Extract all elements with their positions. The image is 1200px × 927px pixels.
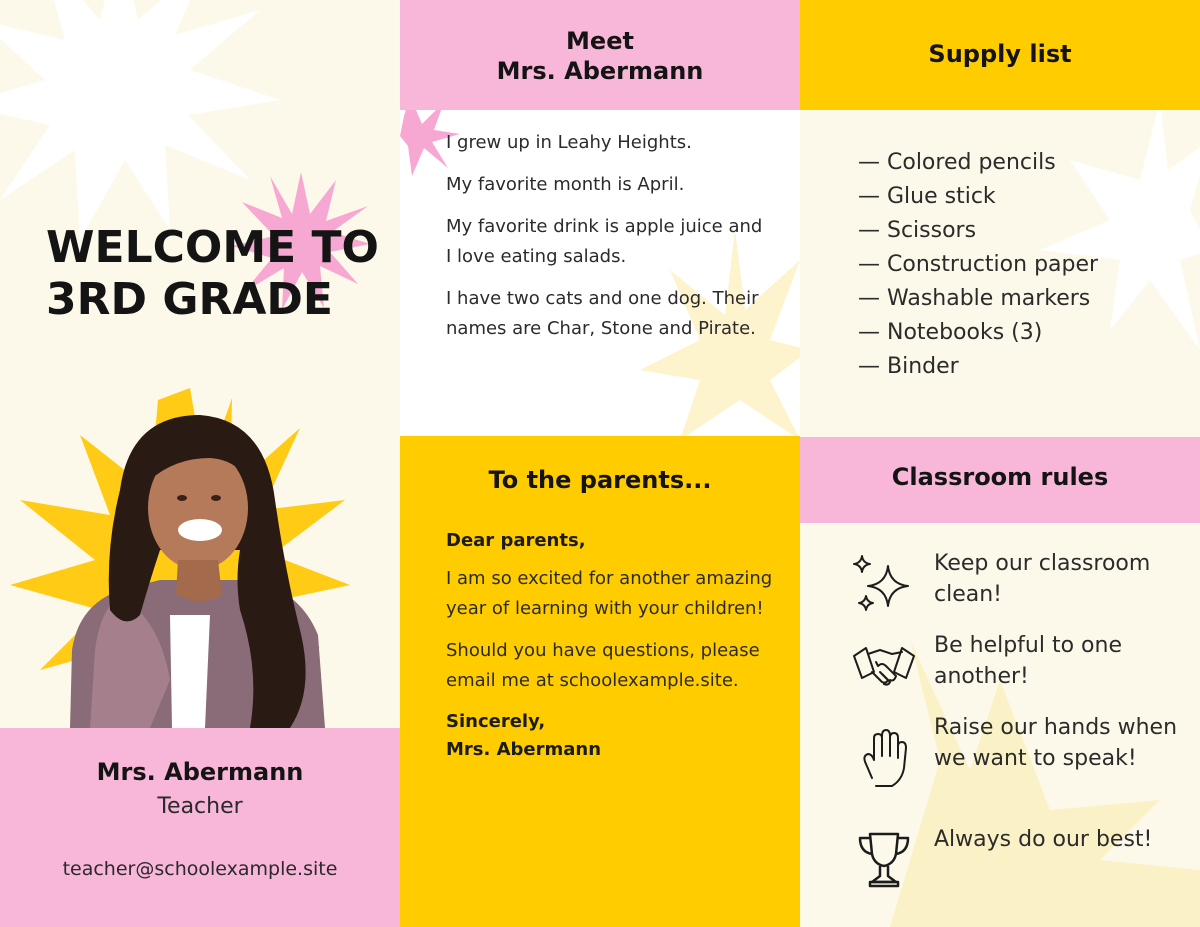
supply-list (858, 146, 1098, 384)
raised-hand-icon (852, 728, 916, 788)
teacher-photo (0, 380, 400, 728)
supply-title: Supply list (928, 40, 1072, 68)
welcome-panel (0, 0, 400, 927)
supply-item: — Binder (858, 354, 959, 379)
bio-paragraph: My favorite month is April. (446, 174, 685, 195)
rule-text: Raise our hands when we want to speak! (934, 715, 1178, 771)
rules-list (852, 548, 1192, 906)
middle-panel (400, 0, 800, 927)
rule-text: Be helpful to one another! (934, 633, 1122, 689)
bio-paragraph: I have two cats and one dog. Their names are Char, Stone and Pirate. (446, 288, 759, 339)
rule-item (852, 824, 1192, 906)
letter-greeting: Dear parents, (446, 530, 586, 551)
letter-signoff (446, 708, 776, 764)
sparkle-icon (852, 554, 916, 614)
supply-item: — Colored pencils (858, 150, 1056, 175)
supply-item: — Scissors (858, 218, 977, 243)
letter-signature: Mrs. Abermann (446, 739, 602, 760)
teacher-photo-illustration (0, 380, 400, 728)
parents-letter (446, 526, 776, 764)
letter-paragraph: I am so excited for another amazing year of learning with your children! (446, 568, 773, 619)
meet-header (400, 0, 800, 110)
headline-line-1: WELCOME TO (46, 222, 379, 273)
letter-closing: Sincerely, (446, 711, 546, 732)
rule-item (852, 548, 1192, 630)
right-panel (800, 0, 1200, 927)
headline-line-2: 3RD GRADE (46, 274, 333, 325)
letter-paragraph: Should you have questions, please email me at schoolexample.site. (446, 640, 760, 691)
rule-text: Always do our best! (934, 827, 1153, 852)
rule-text: Keep our classroom clean! (934, 551, 1151, 607)
meet-title-line-1: Meet (566, 27, 634, 55)
bio-text (446, 128, 766, 356)
welcome-headline (46, 222, 379, 326)
rules-title: Classroom rules (891, 463, 1109, 491)
meet-title-line-2: Mrs. Abermann (496, 57, 704, 85)
bio-paragraph: I grew up in Leahy Heights. (446, 132, 692, 153)
meet-section (400, 0, 800, 436)
supply-item: — Notebooks (3) (858, 320, 1043, 345)
parents-section (400, 436, 800, 927)
rule-item (852, 630, 1192, 712)
teacher-email[interactable]: teacher@schoolexample.site (62, 858, 338, 880)
supply-header (800, 0, 1200, 110)
meet-title (400, 26, 800, 86)
bio-paragraph: My favorite drink is apple juice and I love eating salads. (446, 216, 763, 267)
supply-item: — Glue stick (858, 184, 996, 209)
supply-item: — Washable markers (858, 286, 1091, 311)
trophy-icon (852, 830, 916, 890)
rules-header (800, 437, 1200, 523)
teacher-card (0, 728, 400, 927)
teacher-role: Teacher (157, 794, 243, 819)
teacher-name: Mrs. Abermann (96, 758, 304, 786)
supply-item: — Construction paper (858, 252, 1099, 277)
handshake-icon (852, 636, 916, 696)
parents-title: To the parents... (488, 466, 712, 494)
rule-item (852, 712, 1192, 824)
